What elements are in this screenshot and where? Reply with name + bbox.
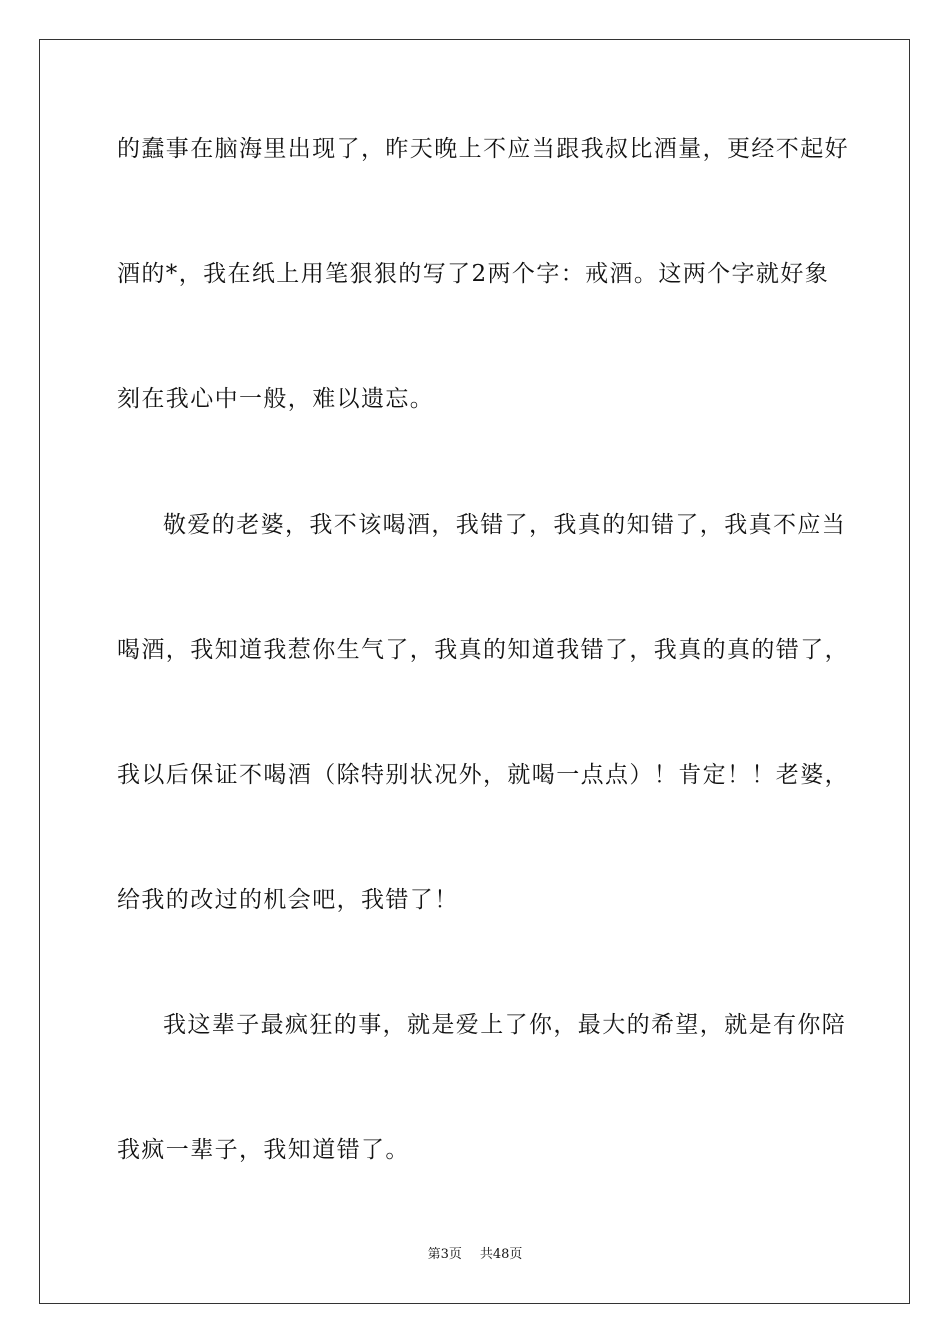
body-text-line: 刻在我心中一般，难以遗忘。 <box>117 386 435 412</box>
total-pages: 共48页 <box>479 1247 523 1262</box>
page-border <box>39 39 910 1304</box>
body-text-line: 我疯一辈子，我知道错了。 <box>117 1137 410 1163</box>
body-text-line: 的蠢事在脑海里出现了，昨天晚上不应当跟我叔比酒量，更经不起好 <box>117 136 849 162</box>
paragraph-first-line: 敬爱的老婆，我不该喝酒，我错了，我真的知错了，我真不应当 <box>163 512 847 538</box>
body-text-line: 酒的*，我在纸上用笔狠狠的写了2两个字：戒酒。这两个字就好象 <box>117 261 830 287</box>
page-footer <box>0 1246 950 1264</box>
body-text-line: 我以后保证不喝酒（除特别状况外，就喝一点点）！肯定！！老婆， <box>117 762 849 788</box>
page-number: 第3页 <box>427 1247 462 1262</box>
paragraph-first-line: 我这辈子最疯狂的事，就是爱上了你，最大的希望，就是有你陪 <box>163 1012 847 1038</box>
body-text-line: 给我的改过的机会吧，我错了！ <box>117 887 459 913</box>
body-text-line: 喝酒，我知道我惹你生气了，我真的知道我错了，我真的真的错了， <box>117 637 849 663</box>
